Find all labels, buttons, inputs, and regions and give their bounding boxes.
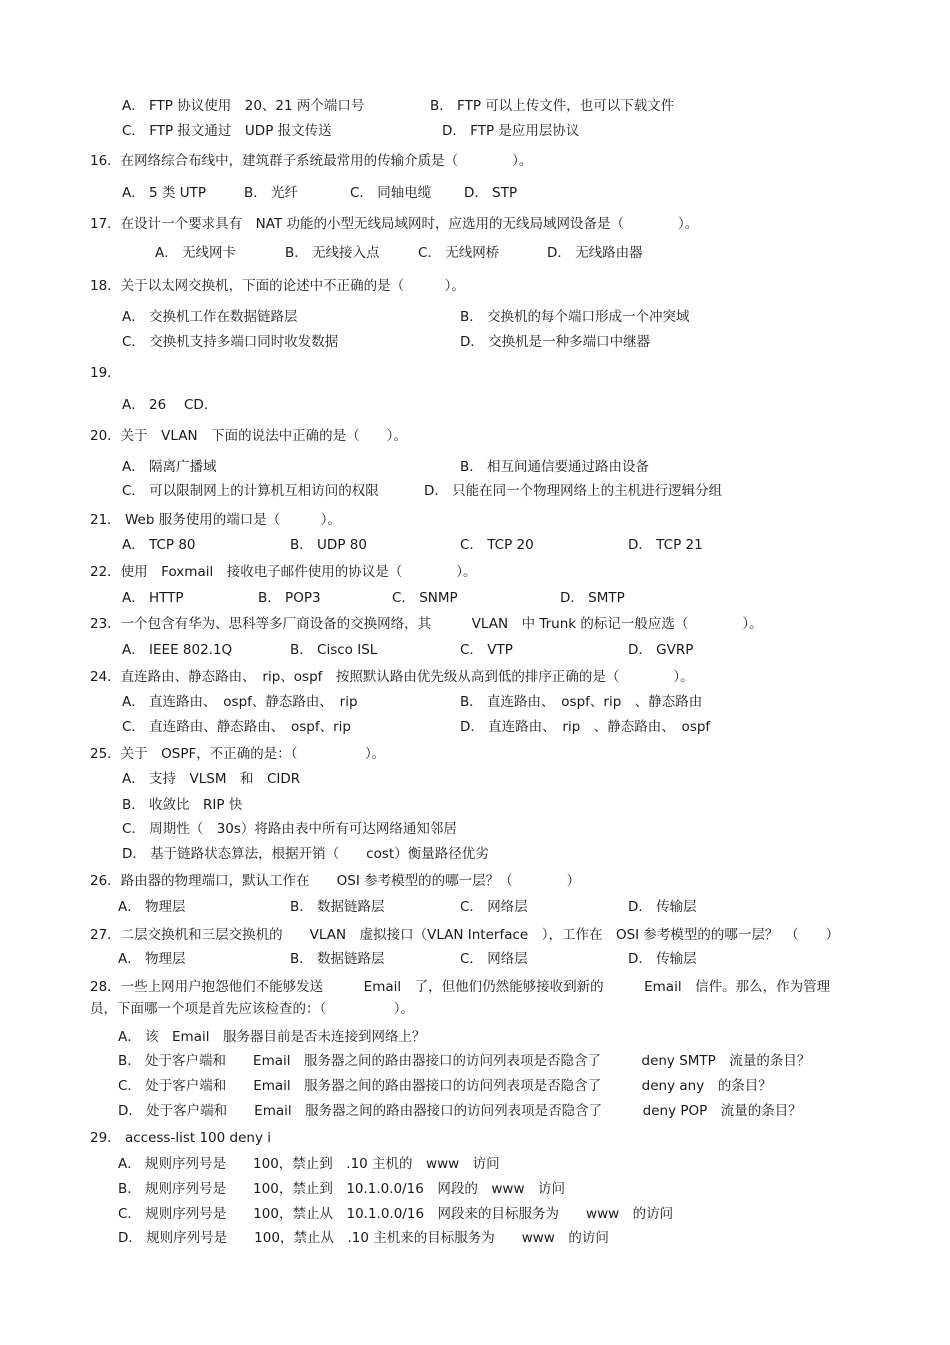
question-line: 27．二层交换机和三层交换机的 VLAN 虚拟接口（VLAN Interface ），工作在 OSI 参考模型的的哪一层？ （ ）: [90, 927, 840, 943]
question-line: 22．使用 Foxmail 接收电子邮件使用的协议是（ ）。: [90, 564, 477, 580]
option-line: D． TCP 21: [628, 537, 703, 553]
option-line: B． FTP 可以上传文件，也可以下载文件: [430, 98, 675, 114]
option-line: C． 周期性（ 30s）将路由表中所有可达网络通知邻居: [122, 821, 457, 837]
option-line: C． 网络层: [460, 899, 528, 915]
option-line: C． 同轴电缆: [350, 185, 432, 201]
option-line: D． FTP 是应用层协议: [442, 123, 580, 139]
option-line: D． 规则序列号是 100，禁止从 .10 主机来的目标服务为 www 的访问: [118, 1230, 609, 1246]
question-line: 28．一些上网用户抱怨他们不能够发送 Email 了，但他们仍然能够接收到新的 Email 信件。那么，作为管理: [90, 979, 831, 995]
option-line: A． 无线网卡: [155, 245, 237, 261]
option-line: A． 物理层: [118, 951, 186, 967]
question-line: 24．直连路由、静态路由、 rip、ospf 按照默认路由优先级从高到低的排序正确的是（ ）。: [90, 669, 694, 685]
question-line: 25．关于 OSPF，不正确的是：（ ）。: [90, 746, 386, 762]
option-line: B． 数据链路层: [290, 899, 385, 915]
option-line: C． 直连路由、静态路由、 ospf、rip: [122, 719, 351, 735]
option-line: D． 基于链路状态算法，根据开销（ cost）衡量路径优劣: [122, 846, 489, 862]
option-line: D． 直连路由、 rip 、静态路由、 ospf: [460, 719, 711, 735]
question-line: 21． Web 服务使用的端口是（ ）。: [90, 512, 341, 528]
option-line: D． STP: [464, 185, 518, 201]
option-line: D． 传输层: [628, 951, 697, 967]
question-line: 20．关于 VLAN 下面的说法中正确的是（ ）。: [90, 428, 407, 444]
option-line: C． 无线网桥: [418, 245, 500, 261]
option-line: B． 光纤: [244, 185, 299, 201]
option-line: C． FTP 报文通过 UDP 报文传送: [122, 123, 332, 139]
option-line: A． 直连路由、 ospf、静态路由、 rip: [122, 694, 358, 710]
question-line: 17．在设计一个要求具有 NAT 功能的小型无线局域网时，应选用的无线局域网设备是（ ）。: [90, 216, 699, 232]
option-line: A． 支持 VLSM 和 CIDR: [122, 771, 301, 787]
option-line: B． 无线接入点: [285, 245, 380, 261]
question-line: 23．一个包含有华为、思科等多厂商设备的交换网络，其 VLAN 中 Trunk 的标记一般应选（ ）。: [90, 616, 763, 632]
option-line: C． SNMP: [392, 590, 458, 606]
option-line: B． UDP 80: [290, 537, 367, 553]
option-line: C． 交换机支持多端口同时收发数据: [122, 334, 339, 350]
question-line: 19．: [90, 365, 121, 381]
option-line: A． 该 Email 服务器目前是否未连接到网络上？: [118, 1029, 426, 1045]
option-line: C． 网络层: [460, 951, 528, 967]
option-line: D． 只能在同一个物理网络上的主机进行逻辑分组: [424, 483, 723, 499]
option-line: D． 交换机是一种多端口中继器: [460, 334, 651, 350]
option-line: C． VTP: [460, 642, 513, 658]
option-line: B． 直连路由、 ospf、rip 、静态路由: [460, 694, 703, 710]
option-line: A． HTTP: [122, 590, 184, 606]
option-line: B． 相互间通信要通过路由设备: [460, 459, 650, 475]
option-line: C． TCP 20: [460, 537, 534, 553]
option-line: A． FTP 协议使用 20、21 两个端口号: [122, 98, 365, 114]
option-line: A． TCP 80: [122, 537, 196, 553]
option-line: A． 隔离广播域: [122, 459, 217, 475]
option-line: B． 规则序列号是 100，禁止到 10.1.0.0/16 网段的 www 访问: [118, 1181, 565, 1197]
option-line: B． 数据链路层: [290, 951, 385, 967]
option-line: C． 规则序列号是 100，禁止从 10.1.0.0/16 网段来的目标服务为 www 的访问: [118, 1206, 674, 1222]
option-line: A． 26 CD．: [122, 397, 218, 413]
option-line: C． 可以限制网上的计算机互相访问的权限: [122, 483, 379, 499]
option-line: A． 交换机工作在数据链路层: [122, 309, 298, 325]
question-line: 18．关于以太网交换机，下面的论述中不正确的是（ ）。: [90, 278, 465, 294]
option-line: D． GVRP: [628, 642, 694, 658]
option-line: D． SMTP: [560, 590, 625, 606]
question-line: 26．路由器的物理端口，默认工作在 OSI 参考模型的的哪一层？（ ）: [90, 873, 581, 889]
option-line: B． 收敛比 RIP 快: [122, 797, 243, 813]
option-line: B． Cisco ISL: [290, 642, 378, 658]
option-line: B． POP3: [258, 590, 321, 606]
option-line: A． IEEE 802.1Q: [122, 642, 233, 658]
question-line: 员，下面哪一个项是首先应该检查的：（ ）。: [90, 1001, 414, 1017]
option-line: D． 无线路由器: [547, 245, 643, 261]
question-line: 29． access-list 100 deny i: [90, 1130, 271, 1146]
option-line: A． 规则序列号是 100，禁止到 .10 主机的 www 访问: [118, 1156, 500, 1172]
option-line: B． 交换机的每个端口形成一个冲突域: [460, 309, 690, 325]
question-line: 16．在网络综合布线中，建筑群子系统最常用的传输介质是（ ）。: [90, 153, 533, 169]
option-line: D． 传输层: [628, 899, 697, 915]
option-line: B． 处于客户端和 Email 服务器之间的路由器接口的访问列表项是否隐含了 deny SMTP 流量的条目？: [118, 1053, 811, 1069]
option-line: A． 物理层: [118, 899, 186, 915]
option-line: C． 处于客户端和 Email 服务器之间的路由器接口的访问列表项是否隐含了 deny any 的条目？: [118, 1078, 772, 1094]
option-line: D． 处于客户端和 Email 服务器之间的路由器接口的访问列表项是否隐含了 deny POP 流量的条目？: [118, 1103, 802, 1119]
option-line: A． 5 类 UTP: [122, 185, 206, 201]
